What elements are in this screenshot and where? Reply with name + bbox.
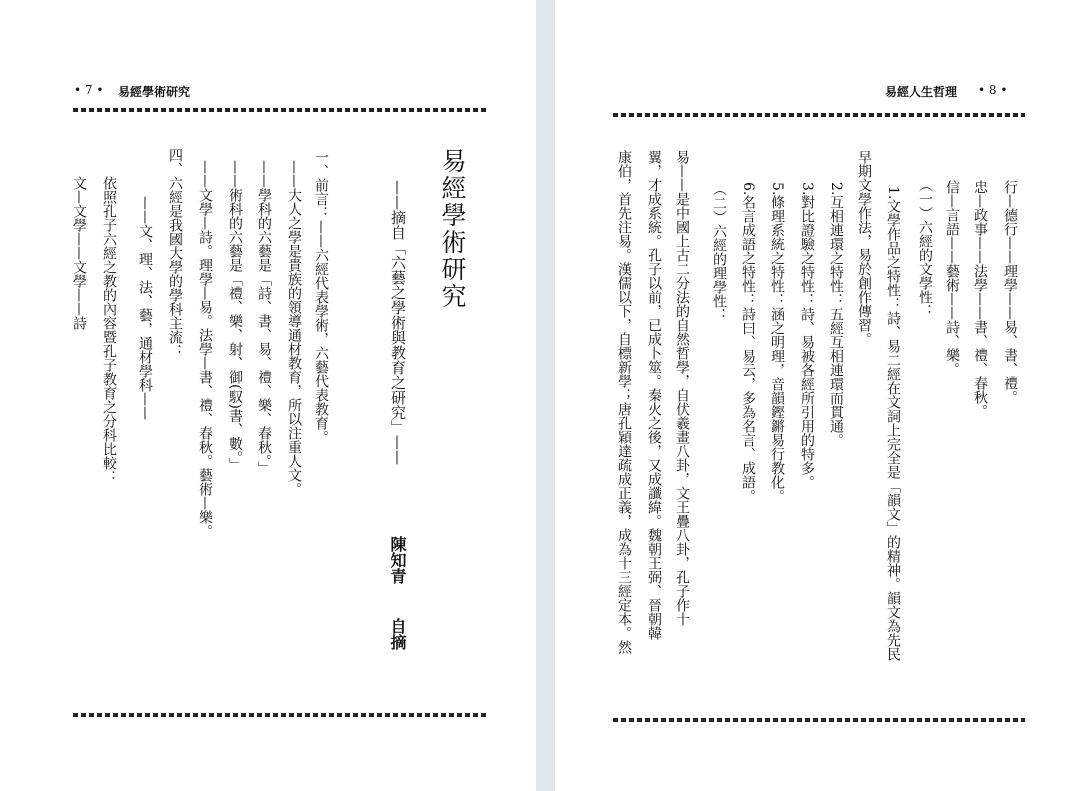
right-running-title: 易經人生哲理 xyxy=(885,85,958,99)
left-bottom-rule xyxy=(73,713,488,717)
right-line-6: 早期文學作法，易於創作傳習。 xyxy=(856,150,872,346)
right-line-1: 行—德行——理學——易、書、禮。 xyxy=(1002,180,1018,404)
right-line-12: 易——是中國上古二分法的自然哲學，自伏羲畫八卦，文王疊八卦，孔子作十 xyxy=(674,150,690,626)
right-line-10: 6.名言成語之特性：詩曰、易云，多為名言、成語。 xyxy=(740,182,756,504)
left-page-number: • 7 • xyxy=(74,83,104,97)
right-line-8: 3.對比證驗之特性：詩、易被各經所引用的特多。 xyxy=(799,182,815,490)
left-line-3: ——學科的六藝是「詩、書、易、禮、樂、春秋。」 xyxy=(256,160,272,475)
left-page xyxy=(0,0,536,791)
right-line-2: 忠—政事——法學——書、禮、春秋。 xyxy=(972,180,988,418)
author-note: 自摘 xyxy=(388,618,407,650)
left-line-4: ——術科的六藝是「禮、樂、射、御(馭)書、數。」 xyxy=(227,160,243,472)
article-subtitle: ——摘自「六藝之學術與教育之研究」—— xyxy=(389,180,407,465)
left-line-1: 一、前言：——六經代表學術，六藝代表教育。 xyxy=(313,150,329,444)
left-line-7: ——文、理、法、藝，通材學科—— xyxy=(137,196,153,420)
left-line-2: ——大人之學是貴族的領導通材教育，所以注重人文。 xyxy=(286,160,302,496)
left-line-9: 文—文學——文學——詩 xyxy=(71,176,87,330)
right-line-4: （一）六經的文學性： xyxy=(917,178,933,318)
right-line-14: 康伯，首先注易。漢儒以下，自標新學；唐孔穎達疏成正義，成為十三經定本。然 xyxy=(616,150,632,654)
right-line-5: 1.文學作品之特性：詩、易二經在文詞上完全是「韻文」的精神。韻文為先民 xyxy=(885,186,901,662)
right-line-9: 5.條理系統之特性：涵之明理，音韻鏗鏘易行教化。 xyxy=(769,182,785,504)
right-page-number: • 8 • xyxy=(978,83,1008,97)
left-top-rule xyxy=(73,108,488,112)
article-title: 易經學術研究 xyxy=(438,148,467,310)
right-line-7: 2.互相連環之特性：五經互相連環而貫通。 xyxy=(828,182,844,448)
article-author: 陳知青 xyxy=(388,536,407,584)
right-line-3: 信—言語——藝術——詩、樂。 xyxy=(944,180,960,376)
right-bottom-rule xyxy=(613,718,1025,722)
right-line-11: （二）六經的理學性： xyxy=(711,182,727,322)
right-line-13: 翼，才成系統。孔子以前，已成卜筮。秦火之後，又成讖緯。魏朝王弼、晉朝韓 xyxy=(646,150,662,640)
left-line-6: 四、六經是我國大學的學科主流： xyxy=(167,148,183,358)
right-page xyxy=(555,0,1086,791)
left-line-8: 依照孔子六經之教的內容暨孔子教育之分科比較： xyxy=(101,176,117,484)
left-line-5: ——文學—詩。理學—易。法學—書、禮、春秋。藝術—樂。 xyxy=(197,160,213,538)
right-top-rule xyxy=(613,113,1025,117)
left-running-title: 易經學術研究 xyxy=(118,85,191,99)
